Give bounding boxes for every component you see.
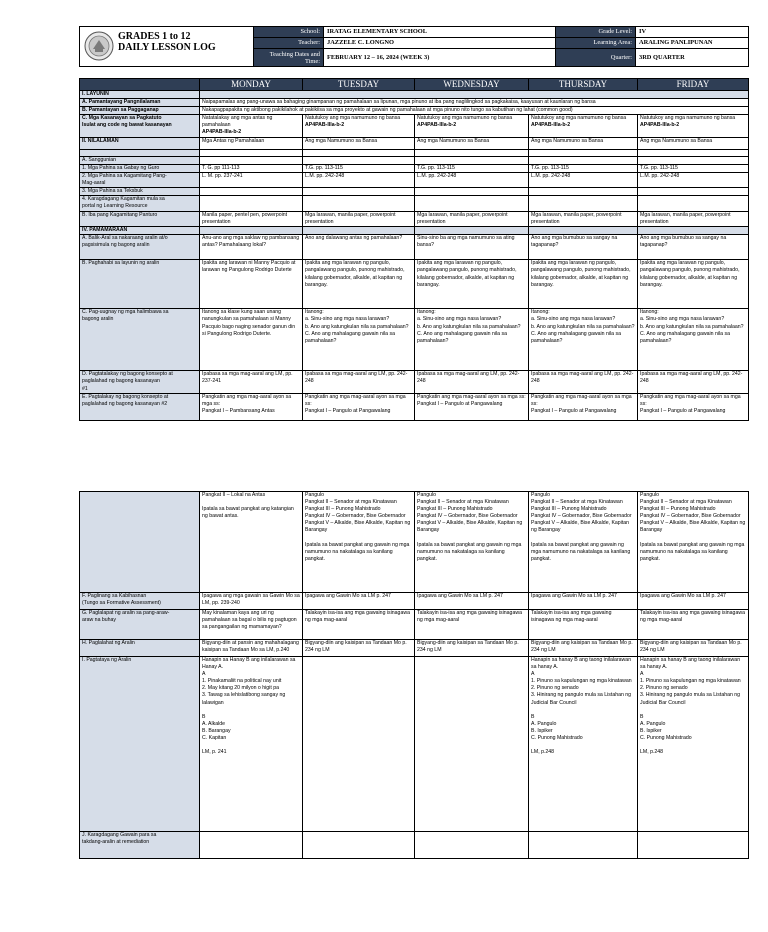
day-header-friday: FRIDAY — [638, 79, 749, 91]
cell-thursday: Bigyang-diin ang kaisipan sa Tandaan Mo p. 234 ng LM — [529, 640, 638, 657]
competency-code: AP4PAB-IIIa-b-2 — [417, 122, 457, 129]
quarter-value: 3RD QUARTER — [636, 49, 749, 67]
cell-friday: Talakayin isa-isa ang mga gawaing isinagawa ng mga mag-aaral — [638, 610, 749, 640]
table-row — [80, 657, 749, 832]
table-row — [80, 187, 749, 195]
day-header-monday: MONDAY — [200, 79, 303, 91]
table-row — [80, 172, 749, 187]
school-value: IRATAG ELEMENTARY SCHOOL — [324, 27, 556, 38]
cell-monday: T. G. pp 111-113 — [200, 164, 303, 172]
cell-wednesday — [415, 832, 529, 859]
table-row — [80, 309, 749, 371]
row-label-a-sanggunian: A. Sanggunian — [80, 156, 200, 164]
cell-thursday — [529, 196, 638, 212]
cell-wednesday — [415, 227, 529, 235]
cell-wednesday — [415, 657, 529, 832]
cell-thursday — [529, 149, 638, 156]
cell-wednesday — [415, 187, 529, 195]
table-row — [80, 260, 749, 309]
row-span-b-pamantayan-sa-paggaganap: Nakapagpapakita ng aktibong pakikilahok at pakikiisa sa mga proyekto at gawain ng pamahalaan at mga pinuno nito tungo sa kabutihan ng lahat (common good) — [200, 107, 749, 115]
cell-wednesday: T.G. pp. 113-115 — [415, 164, 529, 172]
cell-monday: Ipagawa ang mga gawain sa Gawin Mo sa LM, pp. 239-240 — [200, 593, 303, 610]
cell-wednesday: Mga larawan, manila paper, powerpoint presentation — [415, 212, 529, 227]
cell-friday: Hanapin sa hanay B ang taong inilalarawan sa hanay A. A 1. Pinuno sa kapulungan ng mga kinatawan 2. Pinuno ng senado 3. Hinirang ng pangulo mula sa Listahan ng Judicial Bar Council B A. Pangulo B. Ispiker C. Punong Mahistrado LM, p.248 — [638, 657, 749, 832]
cell-tuesday — [303, 227, 415, 235]
competency-code: AP4PAB-IIIa-b-2 — [531, 122, 571, 129]
cell-friday: Ipabasa sa mga mag-aaral ang LM, pp. 242-248 — [638, 371, 749, 393]
cell-thursday: Ano ang mga bumubuo sa sangay na tagapanap? — [529, 235, 638, 260]
cell-friday — [638, 832, 749, 859]
cell-tuesday: Mga larawan, manila paper, powerpoint presentation — [303, 212, 415, 227]
row-label-2-mga-pahina-sa-kagamitang-pang-mag-aara: 2. Mga Pahina sa Kagamitang Pang- Mag-aaral — [80, 172, 200, 187]
cell-friday: Ipagawa ang Gawin Mo sa LM p. 247 — [638, 593, 749, 610]
row-label-1-mga-pahina-sa-gabay-ng-guro: 1. Mga Pahina sa Gabay ng Guro — [80, 164, 200, 172]
cell-friday: Natutukoy ang mga namumuno ng bansa AP4PAB-IIIa-b-2 — [638, 115, 749, 137]
table-row — [80, 156, 749, 164]
cell-thursday: Mga larawan, manila paper, powerpoint presentation — [529, 212, 638, 227]
cell-tuesday — [303, 832, 415, 859]
cell-tuesday — [303, 657, 415, 832]
cell-thursday: Ang mga Namumuno sa Bansa — [529, 137, 638, 149]
cell-monday: L. M. pp. 237-241 — [200, 172, 303, 187]
cell-tuesday: Ipabasa sa mga mag-aaral ang LM, pp. 242-248 — [303, 371, 415, 393]
cell-friday: Mga larawan, manila paper, powerpoint presentation — [638, 212, 749, 227]
cell-wednesday: L.M. pp. 242-248 — [415, 172, 529, 187]
cell-tuesday: Bigyang-diin ang kaisipan sa Tandaan Mo p. 234 ng LM — [303, 640, 415, 657]
page-1 — [79, 26, 748, 421]
cell-thursday: Ipagawa ang Gawin Mo sa LM p. 247 — [529, 593, 638, 610]
cell-thursday — [529, 187, 638, 195]
row-label-row-0 — [80, 492, 200, 593]
cell-wednesday — [415, 149, 529, 156]
competency-code: AP4PAB-IIIa-b-2 — [202, 129, 242, 136]
cell-monday — [200, 156, 303, 164]
cell-wednesday — [415, 156, 529, 164]
cell-wednesday: Talakayin isa-isa ang mga gawaing isinagawa ng mga mag-aaral — [415, 610, 529, 640]
cell-friday: Ano ang mga bumubuo sa sangay na tagapanap? — [638, 235, 749, 260]
cell-friday: L.M. pp. 242-248 — [638, 172, 749, 187]
page-2 — [79, 491, 748, 859]
cell-friday — [638, 187, 749, 195]
teaching-dates-label-2: Time: — [304, 57, 320, 65]
row-label-a-balik-aral-sa-nakaraang-aralin-at-o-pa: A. Balik-Aral sa nakaraang aralin at/o pagsisimula ng bagong aralin — [80, 235, 200, 260]
row-label-i-pagtataya-ng-aralin: I. Pagtataya ng Aralin — [80, 657, 200, 832]
table-row — [80, 393, 749, 420]
cell-friday — [638, 149, 749, 156]
cell-thursday: Hanapin sa hanay B ang taong inilalarawan sa hanay A. A 1. Pinuno sa kapulungan ng mga kinatawan 2. Pinuno ng senado 3. Hinirang ng pangulo mula sa Listahan ng Judicial Bar Council B A. Pangulo B. Ispiker C. Punong Mahistrado LM, p.248 — [529, 657, 638, 832]
table-row — [80, 832, 749, 859]
table-row — [80, 492, 749, 593]
cell-wednesday: Ipagawa ang Gawin Mo sa LM p. 247 — [415, 593, 529, 610]
row-label-f-paglinang-sa-kabihasnan-tungo-sa-forma: F. Paglinang sa Kabihasnan (Tungo sa Formative Assessment) — [80, 593, 200, 610]
cell-friday: Ipakita ang mga larawan ng pangulo, pangalawang pangulo, punong mahistrado, kilalang gobernador, alkalde, at kapitan ng barangay. — [638, 260, 749, 309]
school-label: School: — [254, 27, 324, 38]
table-row — [80, 149, 749, 156]
row-label-b-paghahabi-sa-layunin-ng-aralin: B. Paghahabi sa layunin ng aralin — [80, 260, 200, 309]
cell-wednesday: Bigyang-diin ang kaisipan sa Tandaan Mo p. 234 ng LM — [415, 640, 529, 657]
row-label-j-karagdagang-gawain-para-sa-takdang-ara: J. Karagdagang Gawain para sa takdang-aralin at remediation — [80, 832, 200, 859]
row-label-a-pamantayang-pangnilalaman: A. Pamantayang Pangnilalaman — [80, 99, 200, 107]
teaching-dates-label — [254, 49, 324, 67]
cell-monday: Ipabasa sa mga mag-aaral ang LM, pp. 237-241 — [200, 371, 303, 393]
cell-wednesday: Pangulo Pangkat II – Senador at mga Kinatawan Pangkat III – Punong Mahistrado Pangkat IV – Gobernador, Bise Gobernador Pangkat V – Alkalde, Bise Alkalde, Kapitan ng Barangay Ipatala sa bawat pangkat ang gawain ng mga namumuno na nakatalaga sa kanilang pangkat. — [415, 492, 529, 593]
cell-thursday: Natutukoy ang mga namumuno ng bansa AP4PAB-IIIa-b-2 — [529, 115, 638, 137]
table-row — [80, 371, 749, 393]
row-label-g-paglalapat-ng-aralin-sa-pang-araw-araw: G. Paglalapat ng aralin sa pang-araw- araw na buhay — [80, 610, 200, 640]
cell-monday: Ipakita ang larawan ni Manny Pacquio at larawan ng Pangulong Rodrigo Duterte — [200, 260, 303, 309]
teaching-dates-value: FEBRUARY 12 – 16, 2024 (WEEK 3) — [324, 49, 556, 67]
header-title-line1: GRADES 1 to 12 — [118, 31, 191, 42]
grade-level-label: Grade Level: — [556, 27, 636, 38]
learning-area-label: Learning Area: — [556, 38, 636, 49]
table-row — [80, 137, 749, 149]
cell-monday: Pangkatin ang mga mag-aaral ayon sa mga ss: Pangkat I – Pambansang Antas — [200, 393, 303, 420]
grade-level-value: IV — [636, 27, 749, 38]
cell-friday: Itanong: a. Sinu-sino ang mga nasa larawan? b. Ano ang katungkulan nila sa pamahalaan? C. Ano ang mahalagang gawain nila sa pamahalaan? — [638, 309, 749, 371]
row-label-b-pamantayan-sa-paggaganap: B. Pamantayan sa Paggaganap — [80, 107, 200, 115]
table-row — [80, 235, 749, 260]
cell-wednesday: Itanong: a. Sinu-sino ang mga nasa larawan? b. Ano ang katungkulan nila sa pamahalaan? C. Ano ang mahalagang gawain nila sa pamahalaan? — [415, 309, 529, 371]
row-label-e-pagtalakay-ng-bagong-konsepto-at-pagla: E. Pagtalakay ng bagong konsepto at paglalahad ng bagong kasanayan #2 — [80, 393, 200, 420]
competency-code: AP4PAB-IIIa-b-2 — [640, 122, 680, 129]
cell-thursday: T.G. pp. 113-115 — [529, 164, 638, 172]
cell-wednesday: Pangkatin ang mga mag-aaral ayon sa mga ss: Pangkat I – Pangulo at Pangawalang — [415, 393, 529, 420]
cell-monday: Natatalakay ang mga antas ng pamahalaan AP4PAB-IIIa-b-2 — [200, 115, 303, 137]
cell-monday — [200, 196, 303, 212]
table-row — [80, 196, 749, 212]
cell-friday: Bigyang-diin ang kaisipan sa Tandaan Mo p. 234 ng LM — [638, 640, 749, 657]
deped-seal-icon — [84, 31, 114, 61]
teaching-dates-label-1: Teaching Dates and — [269, 50, 320, 58]
cell-monday — [200, 187, 303, 195]
cell-tuesday: Talakayin isa-isa ang mga gawaing isinagawa ng mga mag-aaral — [303, 610, 415, 640]
cell-tuesday — [303, 196, 415, 212]
cell-thursday — [529, 832, 638, 859]
header-logo-cell — [80, 27, 254, 67]
cell-thursday — [529, 227, 638, 235]
cell-tuesday — [303, 149, 415, 156]
cell-tuesday: L.M. pp. 242-248 — [303, 172, 415, 187]
cell-wednesday: Ipabasa sa mga mag-aaral ang LM, pp. 242-248 — [415, 371, 529, 393]
cell-tuesday: Ano ang dalawang antas ng pamahalaan? — [303, 235, 415, 260]
teacher-value: JAZZELE C. LONGNO — [324, 38, 556, 49]
cell-wednesday — [415, 196, 529, 212]
table-row — [80, 212, 749, 227]
row-label-d-pagtatalakay-ng-bagong-konsepto-at-pag: D. Pagtatalakay ng bagong konsepto at paglalahad ng bagong kasanayan #1 — [80, 371, 200, 393]
cell-monday — [200, 832, 303, 859]
row-label-c-mga-kasanayan-sa-pagkatuto-isulat-ang-: C. Mga Kasanayan sa Pagkatuto Isulat ang code ng bawat kasanayan — [80, 115, 200, 137]
cell-monday — [200, 149, 303, 156]
row-label-4-karagdagang-kagamitan-mula-sa-portal-n: 4. Karagdagang Kagamitan mula sa portal ng Learning Resource — [80, 196, 200, 212]
cell-tuesday: Ipakita ang mga larawan ng pangulo, pangalawang pangulo, punong mahistrado, kilalang gobernador, alkalde, at kapitan ng barangay. — [303, 260, 415, 309]
quarter-label: Quarter: — [556, 49, 636, 67]
cell-tuesday: Ipagawa ang Gawin Mo sa LM p. 247 — [303, 593, 415, 610]
cell-monday: Anu-ano ang mga saklaw ng pambansang antas? Pamahalaang lokal? — [200, 235, 303, 260]
cell-monday — [200, 227, 303, 235]
cell-wednesday: Natutukoy ang mga namumuno ng bansa AP4PAB-IIIa-b-2 — [415, 115, 529, 137]
cell-friday — [638, 156, 749, 164]
row-label-c-pag-uugnay-ng-mga-halimbawa-sa-bagong-: C. Pag-uugnay ng mga halimbawa sa bagong aralin — [80, 309, 200, 371]
table-row — [80, 610, 749, 640]
row-label-h-paglalahat-ng-aralin: H. Paglalahat ng Aralin — [80, 640, 200, 657]
row-label-ii-nilalaman: II. NILALAMAN — [80, 137, 200, 149]
teacher-label: Teacher: — [254, 38, 324, 49]
cell-friday: Ang mga Namumuno sa Bansa — [638, 137, 749, 149]
cell-tuesday — [303, 187, 415, 195]
cell-thursday: Ipakita ang mga larawan ng pangulo, pangalawang pangulo, punong mahistrado, kilalang gobernador, alkalde, at kapitan ng barangay. — [529, 260, 638, 309]
cell-friday: Pangkatin ang mga mag-aaral ayon sa mga ss: Pangkat I – Pangulo at Pangawalang — [638, 393, 749, 420]
day-header-wednesday: WEDNESDAY — [415, 79, 529, 91]
row-label-i-layunin: I. LAYUNIN — [80, 91, 200, 99]
table-row — [80, 164, 749, 172]
cell-wednesday: Sinu-sino ba ang mga namumuno sa ating bansa? — [415, 235, 529, 260]
cell-monday: Manila paper, pentel pen, powerpoint presentation — [200, 212, 303, 227]
row-label-3-mga-pahina-sa-teksbuk: 3. Mga Pahina sa Teksbuk — [80, 187, 200, 195]
row-span-i-layunin — [200, 91, 749, 99]
table-row — [80, 107, 749, 115]
cell-tuesday: Natutukoy ang mga namumuno ng bansa AP4PAB-IIIa-b-2 — [303, 115, 415, 137]
cell-tuesday — [303, 156, 415, 164]
cell-thursday — [529, 156, 638, 164]
cell-tuesday: Pangkatin ang mga mag-aaral ayon sa mga ss: Pangkat I – Pangulo at Pangawalang — [303, 393, 415, 420]
cell-thursday: Talakayin isa-isa ang mga gawaing isinagawa ng mga mag-aaral — [529, 610, 638, 640]
day-header-thursday: THURSDAY — [529, 79, 638, 91]
cell-tuesday: Pangulo Pangkat II – Senador at mga Kinatawan Pangkat III – Punong Mahistrado Pangkat IV – Gobernador, Bise Gobernador Pangkat V – Alkalde, Bise Alkalde, Kapitan ng Barangay Ipatala sa bawat pangkat ang gawain ng mga namumuno na nakatalaga sa kanilang pangkat. — [303, 492, 415, 593]
row-label-row-5 — [80, 149, 200, 156]
cell-tuesday: Itanong: a. Sinu-sino ang mga nasa larawan? b. Ano ang katungkulan nila sa pamahalaan? C. Ano ang mahalagang gawain nila sa pamahalaan? — [303, 309, 415, 371]
header-title-line2: DAILY LESSON LOG — [118, 42, 216, 53]
cell-wednesday: Ipakita ang mga larawan ng pangulo, pangalawang pangulo, punong mahistrado, kilalang gobernador, alkalde, at kapitan ng barangay. — [415, 260, 529, 309]
cell-monday: May kinalaman kaya ang uri ng pamahalaan sa bagal o bilis ng pagtugon sa pangangailan ng mamamayan? — [200, 610, 303, 640]
learning-area-value: ARALING PANLIPUNAN — [636, 38, 749, 49]
row-span-a-pamantayang-pangnilalaman: Naipapamalas ang pang-unawa sa bahaging ginampanan ng pamahalaan sa lipunan, mga pinuno at iba pang naglilingkod sa pagkakaisa, kaayusan at kaunlaran ng bansa — [200, 99, 749, 107]
cell-friday: T.G. pp. 113-115 — [638, 164, 749, 172]
cell-friday: Pangulo Pangkat II – Senador at mga Kinatawan Pangkat III – Punong Mahistrado Pangkat IV – Gobernador, Bise Gobernador Pangkat V – Alkalde, Bise Alkalde, Kapitan ng Barangay Ipatala sa bawat pangkat ang gawain ng mga namumuno na nakatalaga sa kanilang pangkat. — [638, 492, 749, 593]
table-row — [80, 99, 749, 107]
cell-monday: Itanong sa klase kung saan unang nanungkulan sa pamahalaan si Manny Pacquio bago naging senador ganun din si Pangulong Rodrigo Duterte. — [200, 309, 303, 371]
cell-thursday: L.M. pp. 242-248 — [529, 172, 638, 187]
cell-thursday: Itanong: a. Sinu-sino ang mga nasa larawan? b. Ano ang katungkulan nila sa pamahalaan? C. Ano ang mahalagang gawain nila sa pamahalaan? — [529, 309, 638, 371]
table-row — [80, 227, 749, 235]
cell-friday — [638, 196, 749, 212]
cell-tuesday: Ang mga Namumuno sa Bansa — [303, 137, 415, 149]
cell-monday: Hanapin sa Hanay B ang inilalarawan sa Hanay A. A 1. Pinakamaliit na political nay unit 2. May kitang 20 milyon o higit pa 3. Tawag sa lehislatibong sangay ng lalawigan B A. Alkalde B. Barangay C. Kapitan LM, p. 241 — [200, 657, 303, 832]
lesson-log-table — [79, 78, 749, 421]
lesson-log-table-continued — [79, 491, 749, 859]
day-header-tuesday: TUESDAY — [303, 79, 415, 91]
cell-thursday: Ipabasa sa mga mag-aaral ang LM, pp. 242-248 — [529, 371, 638, 393]
cell-monday: Mga Antas ng Pamahalaan — [200, 137, 303, 149]
competency-code: AP4PAB-IIIa-b-2 — [305, 122, 345, 129]
table-row — [80, 91, 749, 99]
header-table — [79, 26, 749, 67]
cell-monday: Bigyang-diin at pansin ang mahahalagang kaisipan sa Tandaan Mo sa LM, p.240 — [200, 640, 303, 657]
cell-wednesday: Ang mga Namumuno sa Bansa — [415, 137, 529, 149]
table-row — [80, 640, 749, 657]
cell-monday: Pangkat II – Lokal na Antas Ipatala sa bawat pangkat ang katangian ng bawat antas. — [200, 492, 303, 593]
day-header-blank — [80, 79, 200, 91]
cell-tuesday: T.G. pp. 113-115 — [303, 164, 415, 172]
row-label-b-iba-pang-kagamitang-panturo: B. Iba pang Kagamitang Panturo — [80, 212, 200, 227]
row-label-iv-pamamaraan: IV. PAMAMARAAN — [80, 227, 200, 235]
cell-thursday: Pangkatin ang mga mag-aaral ayon sa mga ss: Pangkat I – Pangulo at Pangawalang — [529, 393, 638, 420]
table-row — [80, 115, 749, 137]
cell-friday — [638, 227, 749, 235]
cell-thursday: Pangulo Pangkat II – Senador at mga Kinatawan Pangkat III – Punong Mahistrado Pangkat IV – Gobernador, Bise Gobernador Pangkat V – Alkalde, Bise Alkalde, Kapitan ng Barangay Ipatala sa bawat pangkat ang gawain ng mga namumuno na nakatalaga sa kanilang pangkat. — [529, 492, 638, 593]
table-row — [80, 593, 749, 610]
